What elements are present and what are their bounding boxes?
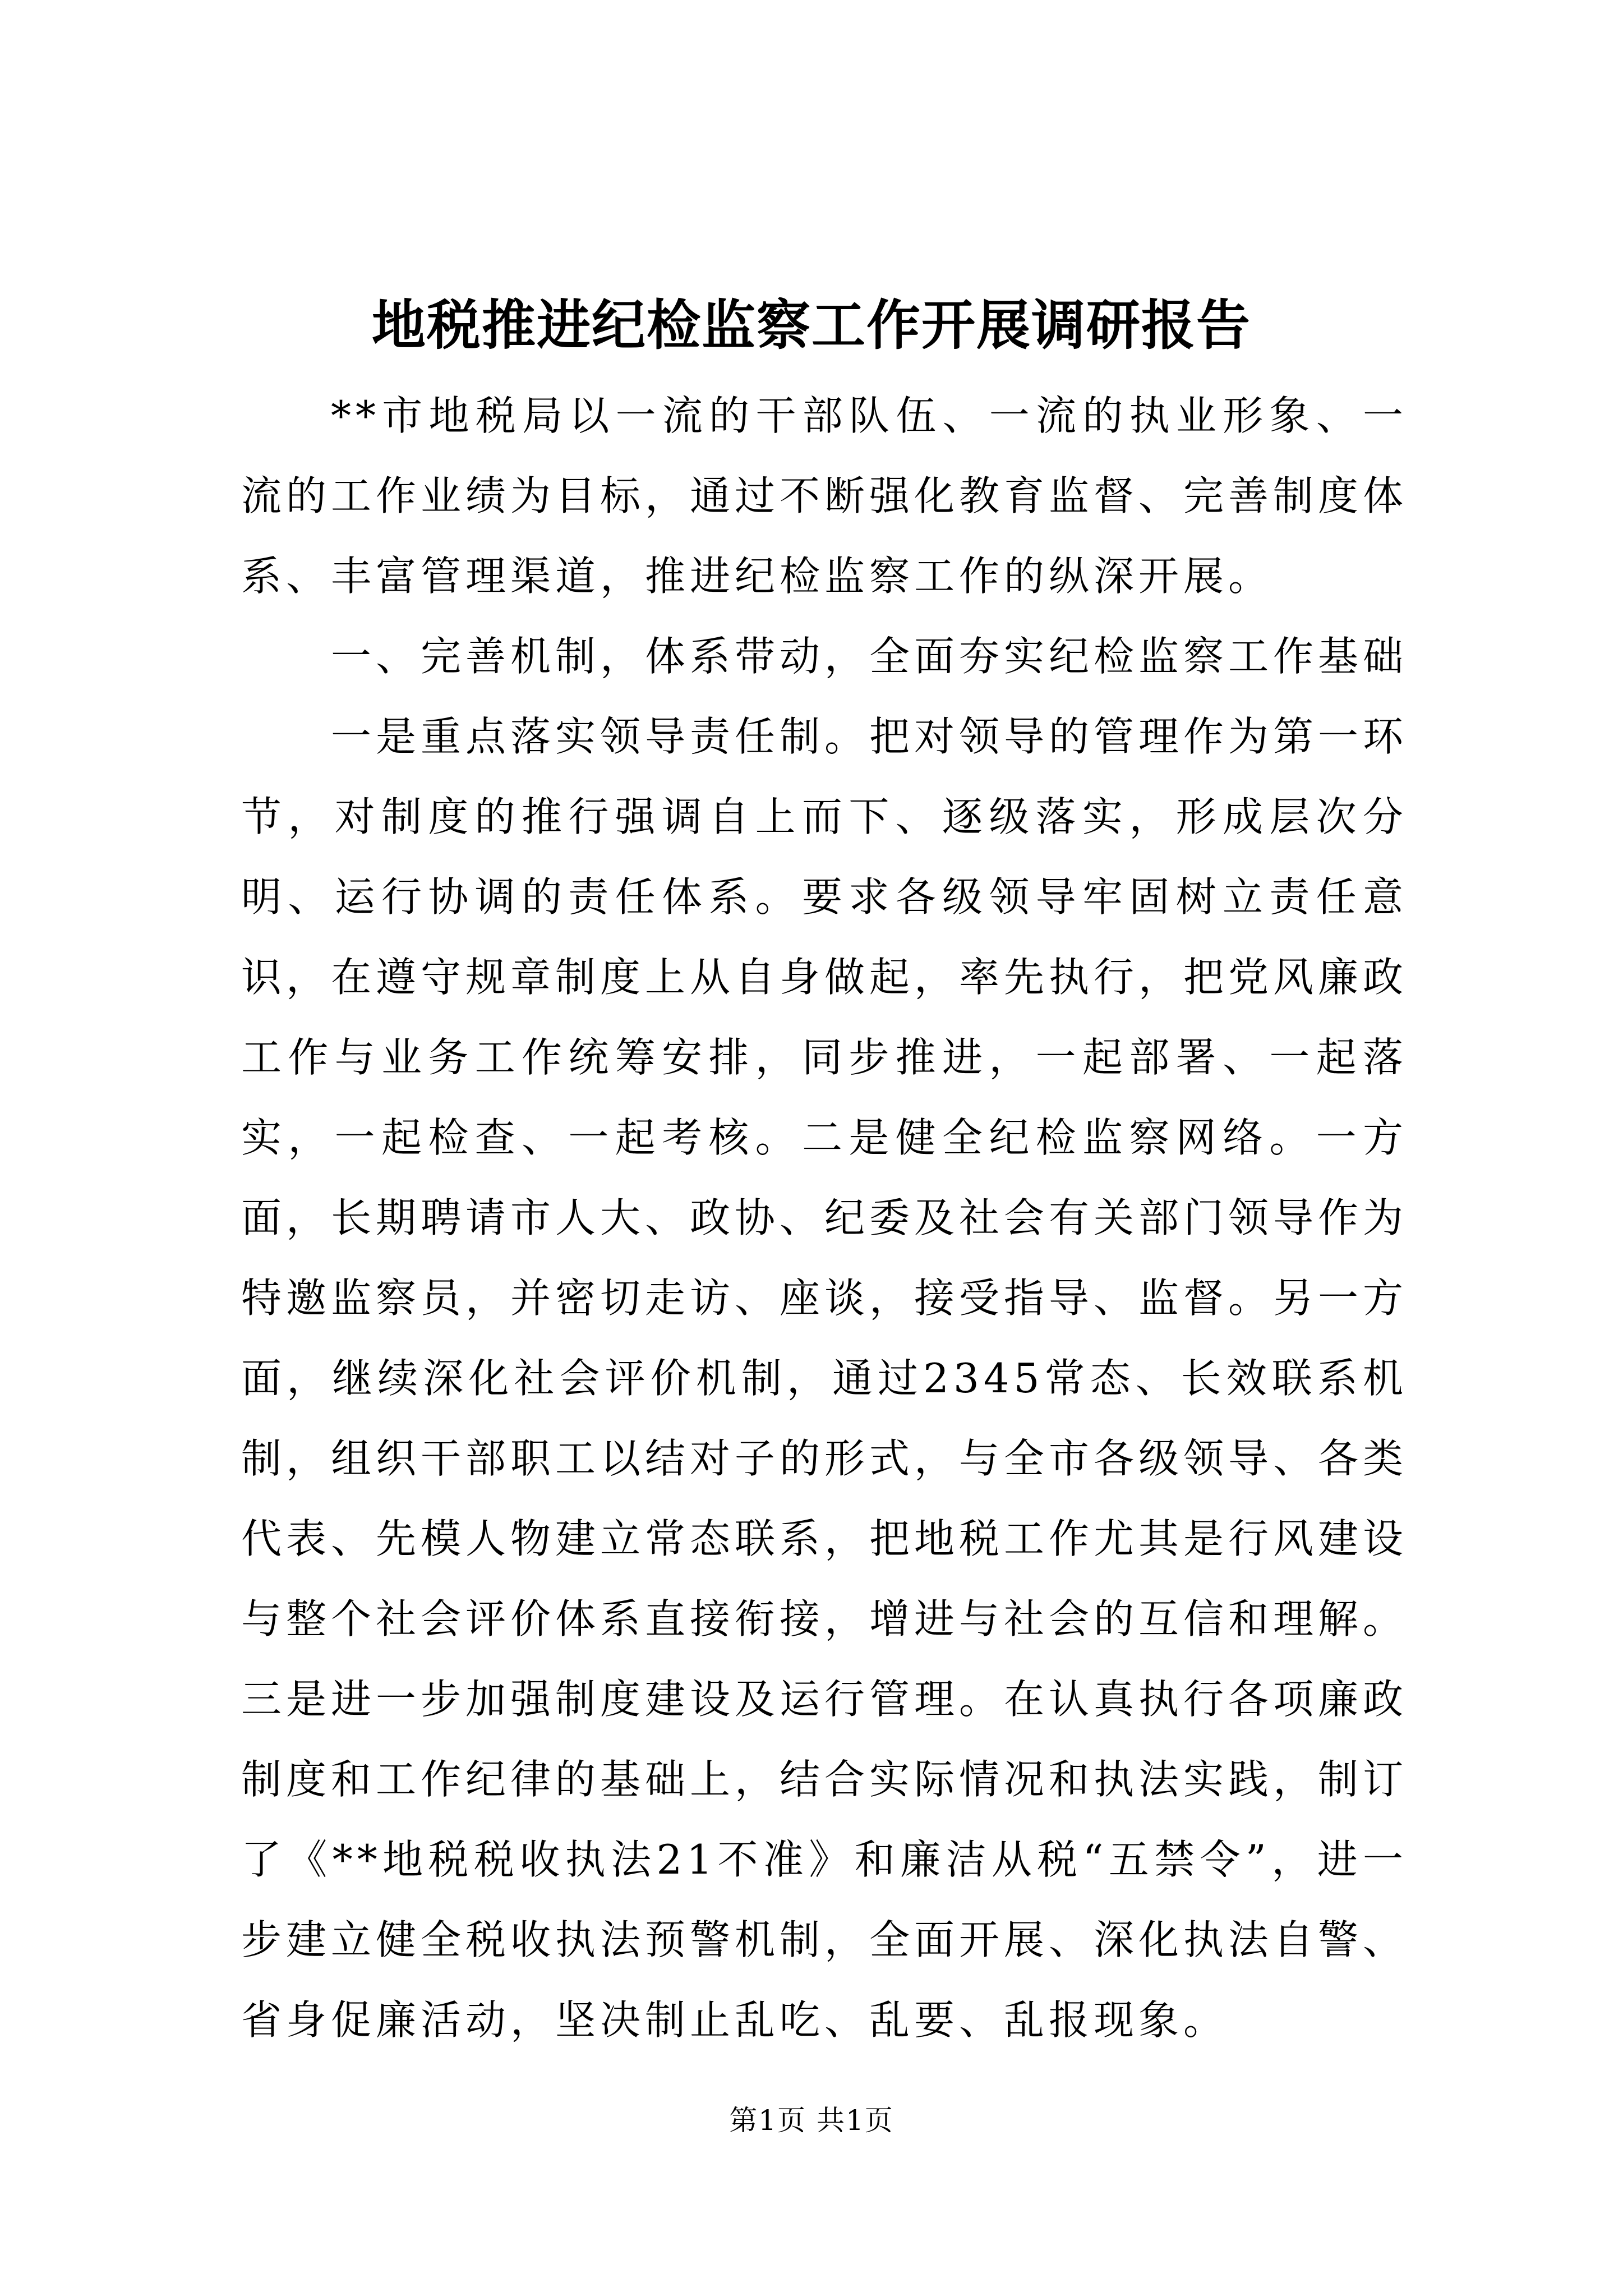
document-body	[241, 376, 1408, 2060]
document-title: 地税推进纪检监察工作开展调研报告	[372, 293, 1251, 357]
section-heading: 一、完善机制，体系带动，全面夯实纪检监察工作基础	[331, 633, 1408, 680]
page-footer: 第1页 共1页	[729, 2104, 894, 2137]
paragraph-section-body: 一是重点落实领导责任制。把对领导的管理作为第一环节，对制度的推行强调自上而下、逐级落实，形成层次分明、运行协调的责任体系。要求各级领导牢固树立责任意识，在遵守规章制度上从自身做起，率先执行，把党风廉政工作与业务工作统筹安排，同步推进，一起部署、一起落实，一起检查、一起考核。二是健全纪检监察网络。一方面，长期聘请市人大、政协、纪委及社会有关部门领导作为特邀监察员，并密切走访、座谈，接受指导、监督。另一方面，继续深化社会评价机制，通过2345常态、长效联系机制，组织干部职工以结对子的形式，与全市各级领导、各类代表、先模人物建立常态联系，把地税工作尤其是行风建设与整个社会评价体系直接衔接，增进与社会的互信和理解。三是进一步加强制度建设及运行管理。在认真执行各项廉政制度和工作纪律的基础上，结合实际情况和执法实践，制订了《**地税税收执法21不准》和廉洁从税“五禁令”，进一步建立健全税收执法预警机制，全面开展、深化执法自警、省身促廉活动，坚决制止乱吃、乱要、乱报现象。	[241, 713, 1408, 2044]
paragraph-intro: **市地税局以一流的干部队伍、一流的执业形象、一流的工作业绩为目标，通过不断强化教育监督、完善制度体系、丰富管理渠道，推进纪检监察工作的纵深开展。	[241, 392, 1408, 600]
